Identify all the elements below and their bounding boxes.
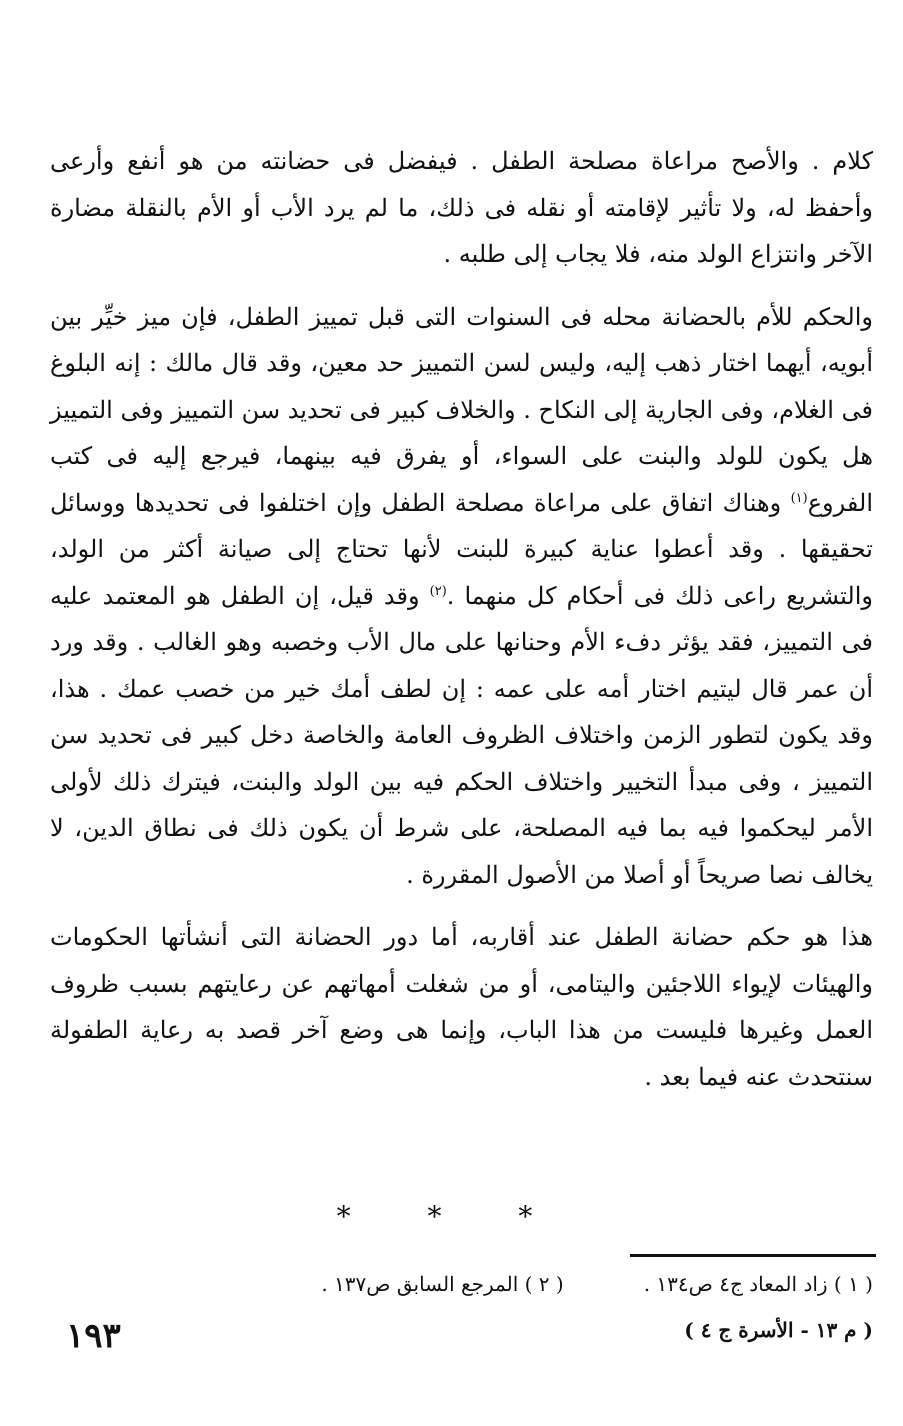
paragraph-2-text: والحكم للأم بالحضانة محله فى السنوات التى قبل تمييز الطفل، فإن ميز خيِّر بين أبويه، أيهما اختار ذهب إليه، وليس لسن التمييز حد معين، وقد قال مالك : إنه البلوغ فى الغلام، وفى الجارية إلى النكاح . والخلاف كبير فى تحديد سن التمييز وفى التمييز هل يكون للولد والبنت على السواء، أو يفرق فيه بينهما، فيرجع إليه فى كتب الفروع — [50, 302, 873, 517]
footnote-ref-2: (٢) — [429, 583, 447, 599]
footnote-divider — [630, 1254, 876, 1257]
paragraph-1: كلام . والأصح مراعاة مصلحة الطفل . فيفضل فى حضانته من هو أنفع وأرعى وأحفظ له، ولا تأثير لإقامته أو نقله فى ذلك، ما لم يرد الأب أو الأم بالنقلة مضارة الآخر وانتزاع الولد منه، فلا يجاب إلى طلبه . — [50, 147, 874, 268]
paragraph-2-end: وقد قيل، إن الطفل هو المعتمد عليه فى التمييز، فقد يؤثر دفء الأم وحنانها على مال الأب وخصبه وهو الغالب . وقد ورد أن عمر قال ليتيم اختار أمه على عمه : إن لطف أمك خير من خصب عمك . هذا، وقد يكون لتطور الزمن واختلاف الظروف العامة والخاصة دخل كبير فى تحديد سن التمييز ، وفى مبدأ التخيير واختلاف الحكم فيه بين الولد والبنت، فيترك ذلك لأولى الأمر ليحكموا فيه بما فيه المصلحة، على شرط أن يكون ذلك فى نطاق الدين، لا يخالف نصا صريحاً أو أصلا من الأصول المقررة . — [50, 581, 873, 889]
footnote-2: ( ٢ ) المرجع السابق ص١٣٧ . — [321, 1272, 564, 1296]
footnotes — [40, 1272, 873, 1296]
section-separator: * * * — [336, 1200, 567, 1233]
paragraph-2-continued: وهناك اتفاق على مراعاة مصلحة الطفل وإن اختلفوا فى تحديدها ووسائل تحقيقها . وقد أعطوا عناية كبيرة للبنت لأنها تحتاج إلى صيانة أكثر من الولد، والتشريع راعى ذلك فى أحكام كل منهما . — [50, 488, 873, 610]
paragraph-3: هذا هو حكم حضانة الطفل عند أقاربه، أما دور الحضانة التى أنشأتها الحكومات والهيئات لإيواء اللاجئين واليتامى، أو من شغلت أمهاتهم عن رعايتهم بسبب ظروف العمل وغيرها فليست من هذا الباب، وإنما هى وضع آخر قصد به رعاية الطفولة سنتحدث عنه فيما بعد . — [50, 923, 873, 1091]
footnote-1: ( ١ ) زاد المعاد ج٤ ص١٣٤ . — [643, 1272, 873, 1296]
chapter-mark: ( م ١٣ - الأسرة ج ٤ ) — [684, 1318, 873, 1342]
page-number: ١٩٣ — [66, 1316, 121, 1356]
body-text — [50, 138, 873, 1100]
paragraph-2 — [50, 294, 873, 899]
footnote-ref-1: (١) — [790, 490, 808, 506]
